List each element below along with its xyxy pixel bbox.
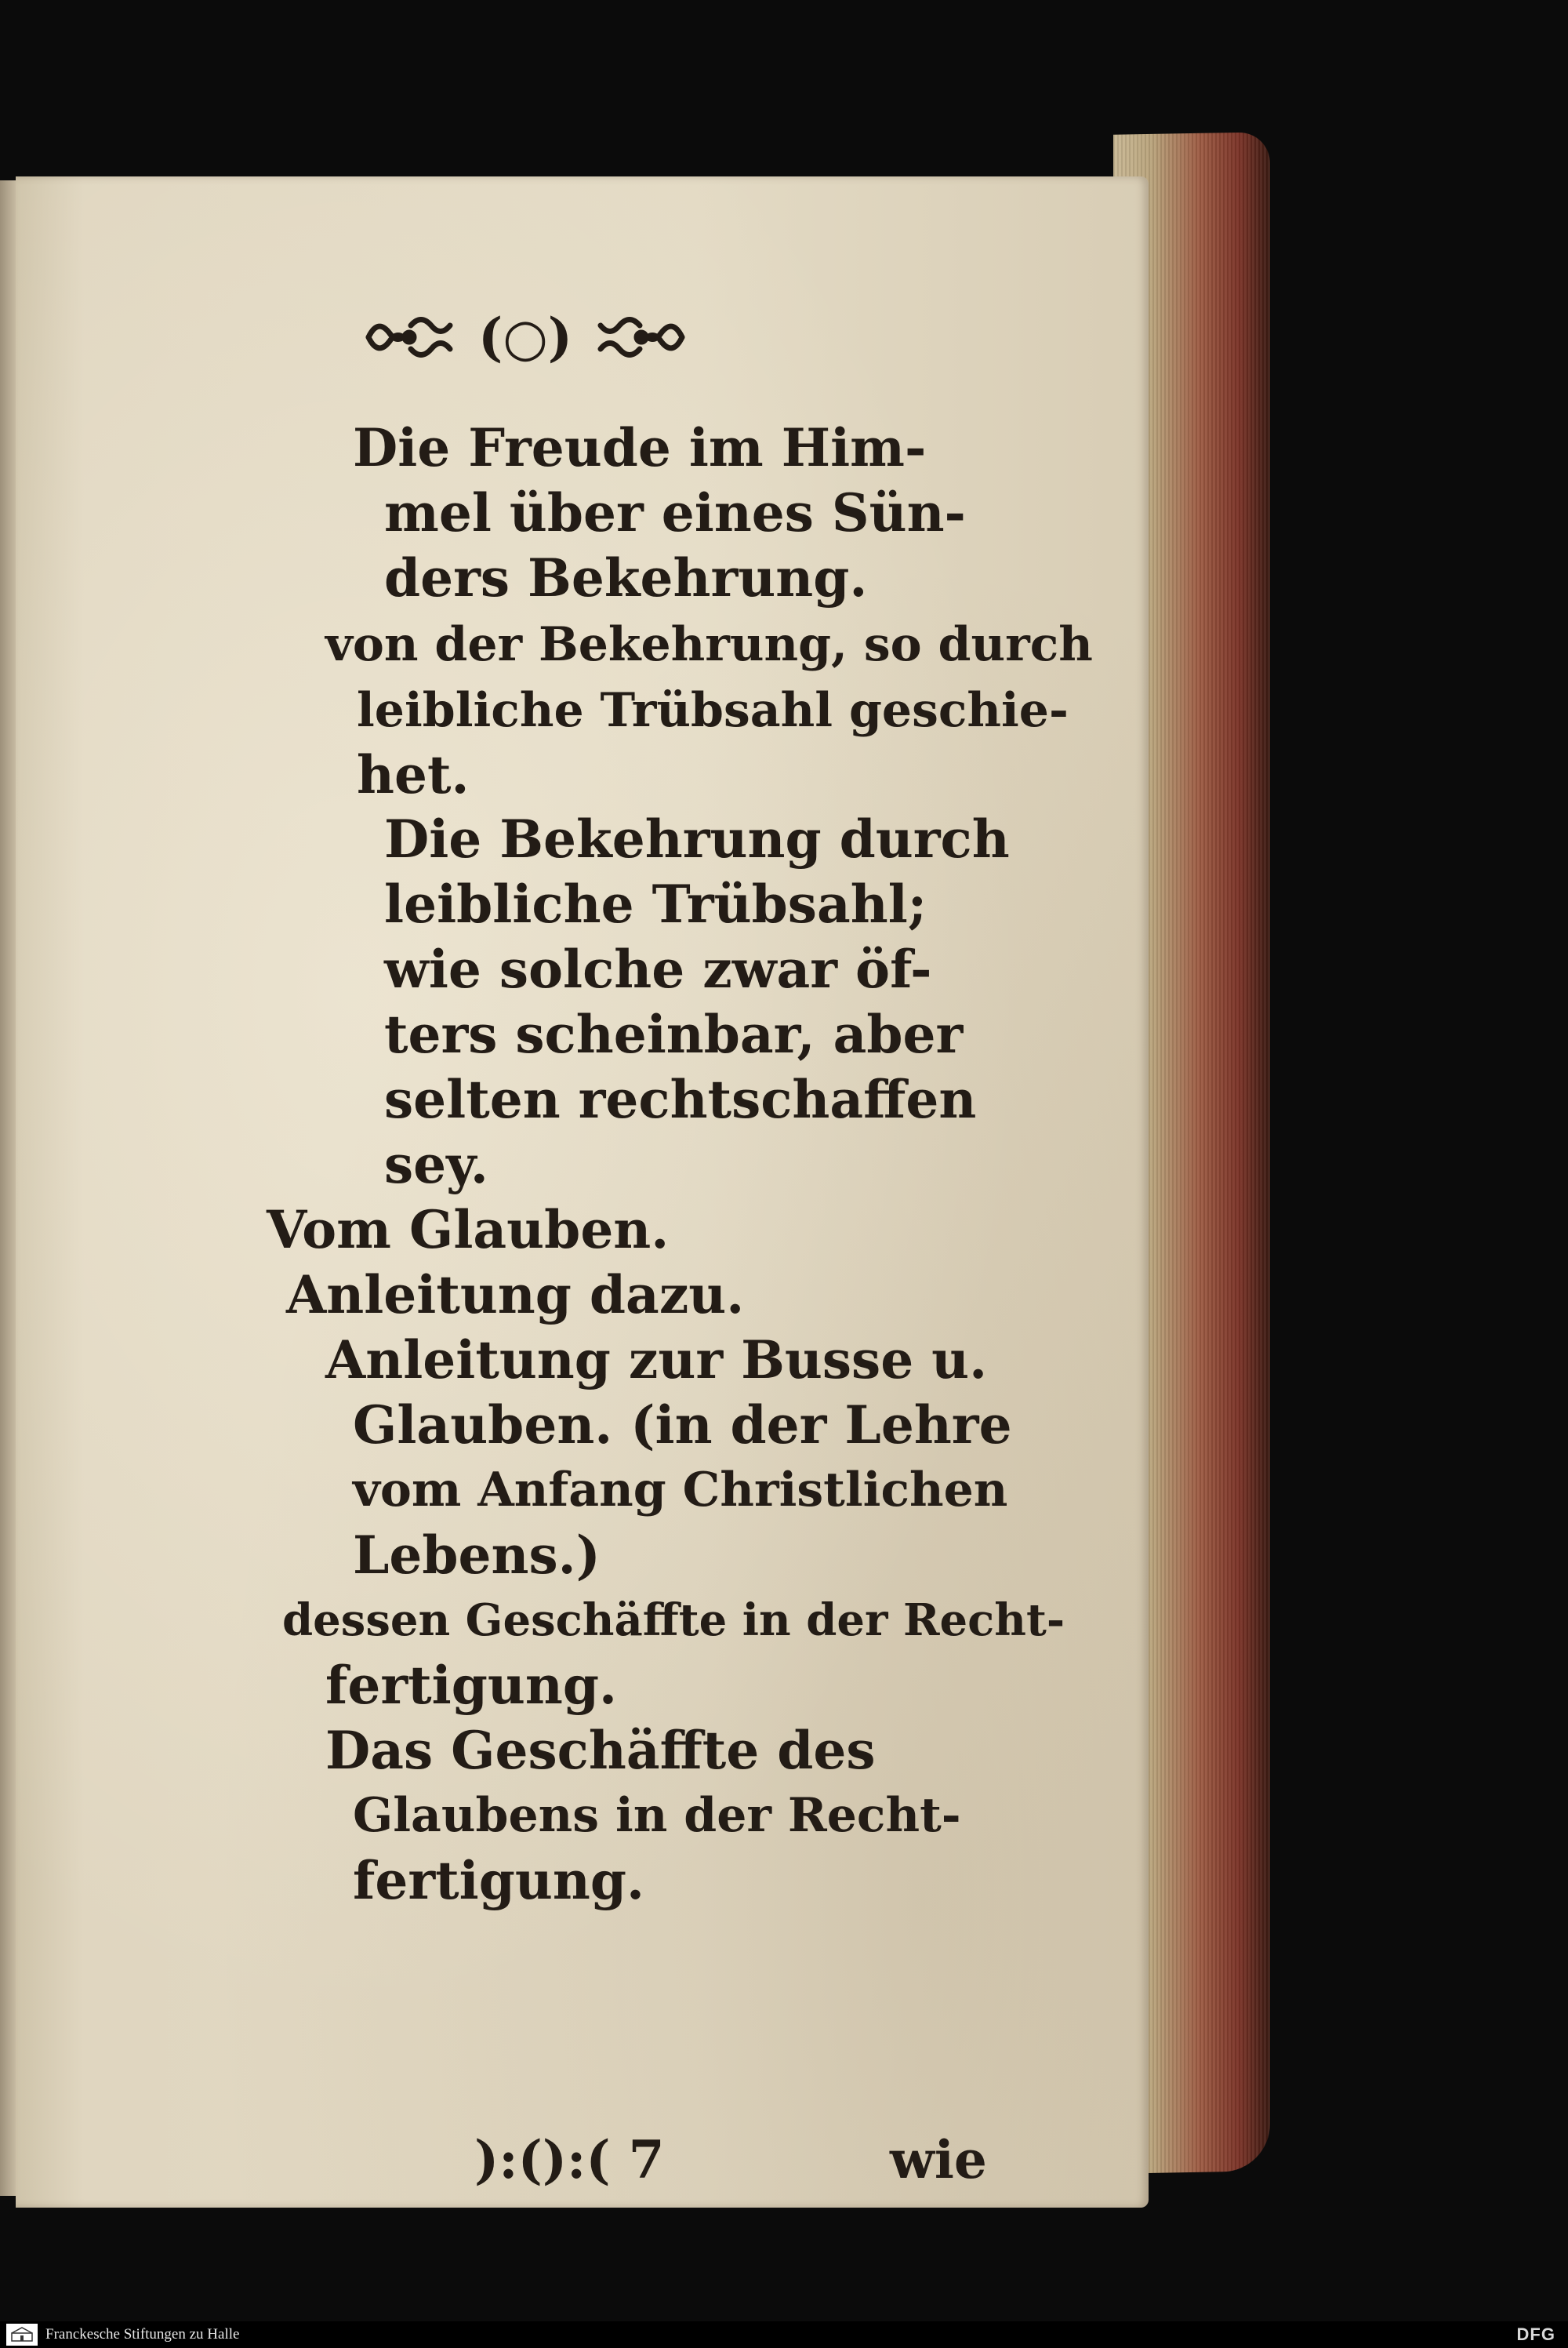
text-line: leibliche Trübsahl geschie- (357, 683, 1069, 738)
text-line: leibliche Trübsahl; (384, 874, 927, 935)
text-line: von der Bekehrung, so durch (325, 617, 1093, 672)
text-line: het. (357, 744, 470, 805)
text-line: Glauben. (in der Lehre (353, 1394, 1012, 1456)
viewer-footer (0, 2321, 1568, 2348)
text-line: Lebens.) (353, 1525, 601, 1586)
text-line: Anleitung dazu. (286, 1264, 745, 1325)
text-line: Das Geschäffte des (325, 1720, 876, 1781)
signature-mark: ):():( 7 (474, 2129, 665, 2190)
text-line: Glaubens in der Recht- (353, 1788, 961, 1843)
section-heading: Vom Glauben. (267, 1199, 670, 1260)
text-line: selten rechtschaffen (384, 1069, 977, 1130)
text-line: ders Bekehrung. (384, 547, 868, 609)
ornament-right-icon (596, 310, 688, 365)
catchword: wie (890, 2129, 987, 2190)
text-line: ters scheinbar, aber (384, 1004, 964, 1065)
institution-logo-icon (6, 2324, 38, 2346)
page-number: (○) (477, 307, 573, 368)
institution-credit (0, 2324, 239, 2346)
text-line: wie solche zwar öf- (384, 939, 932, 1000)
page-content (16, 176, 1149, 2208)
text-line: fertigung. (353, 1850, 644, 1911)
page-header (345, 302, 706, 373)
text-line: fertigung. (325, 1655, 617, 1716)
institution-name: Franckesche Stiftungen zu Halle (45, 2326, 240, 2343)
book-page (16, 176, 1149, 2208)
text-line: vom Anfang Christlichen (353, 1463, 1008, 1517)
text-line: Die Bekehrung durch (384, 809, 1010, 870)
text-line: Die Freude im Him- (353, 417, 927, 478)
text-line: mel über eines Sün- (384, 482, 966, 543)
dfg-logo: DFG (1516, 2324, 1555, 2344)
text-line: dessen Geschäffte in der Recht- (282, 1594, 1065, 1646)
text-line: sey. (384, 1134, 488, 1195)
ornament-left-icon (362, 310, 455, 365)
text-line: Anleitung zur Busse u. (325, 1329, 988, 1390)
